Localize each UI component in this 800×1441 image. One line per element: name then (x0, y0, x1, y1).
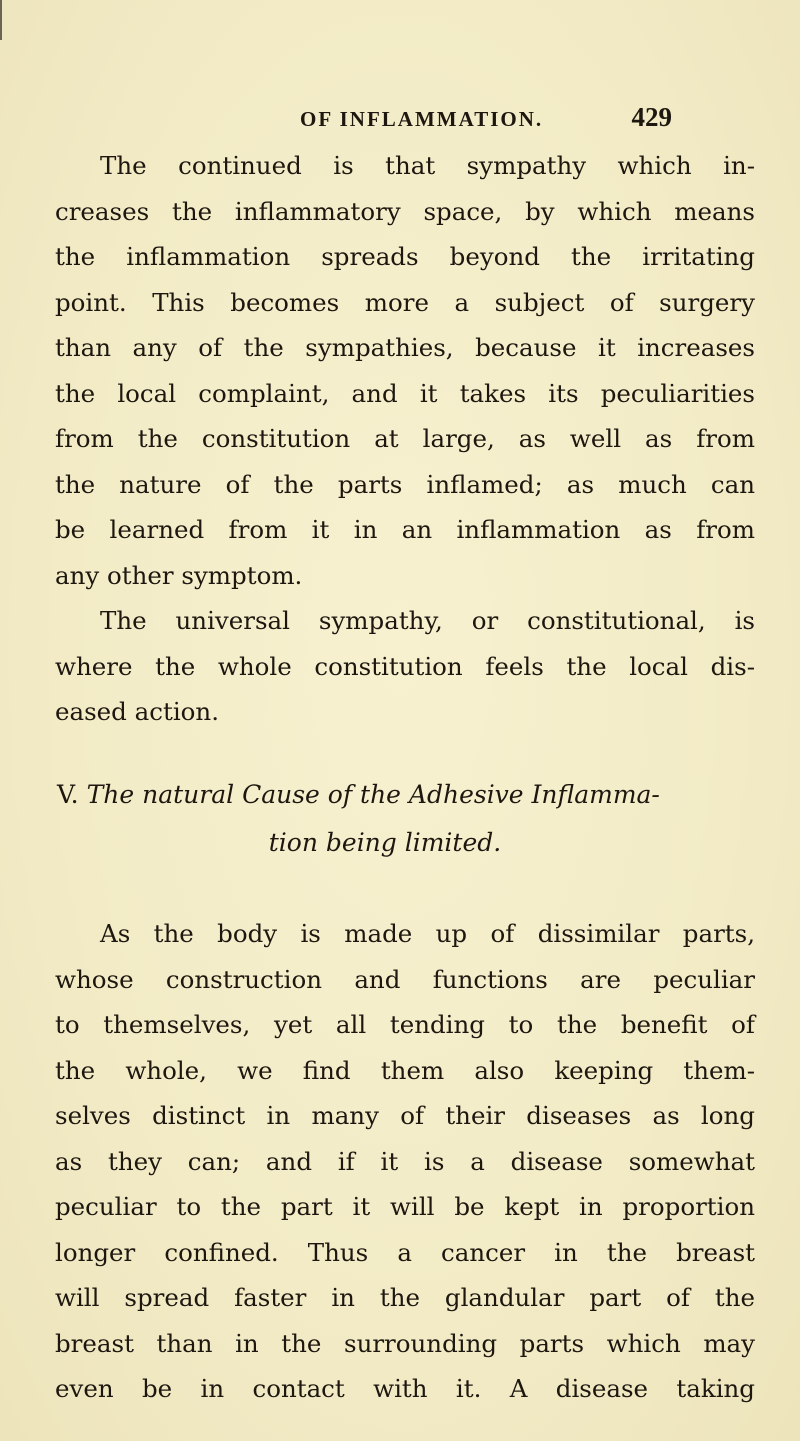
text-line: peculiar to the part it will be kept in proportion (55, 1192, 755, 1221)
text-line: the whole, we find them also keeping them- (55, 1055, 755, 1085)
text-line: longer confined. Thus a cancer in the breast (55, 1237, 755, 1267)
section-heading (55, 771, 755, 867)
text-line: be learned from it in an inflammation as from (55, 515, 755, 544)
text-line: from the constitution at large, as well as from (55, 424, 755, 453)
text-line: to themselves, yet all tending to the benefit of (55, 1010, 755, 1039)
text-line: the nature of the parts inflamed; as much can (55, 469, 755, 499)
page-edge-mark (0, 0, 10, 40)
text-line: than any of the sympathies, because it increases (55, 333, 755, 362)
paragraph-body-dissimilar-parts (55, 911, 755, 1412)
section-heading-line-1 (55, 771, 755, 819)
text-line: eased action. (55, 697, 219, 726)
text-line: breast than in the surrounding parts which may (55, 1328, 755, 1358)
text-line: whose construction and functions are peculiar (55, 964, 755, 994)
section-numeral: V. (57, 780, 79, 809)
text-line: the inflammation spreads beyond the irritating (55, 242, 755, 271)
running-head (300, 102, 672, 136)
text-line: as they can; and if it is a disease somewhat (55, 1146, 755, 1176)
running-title: OF INFLAMMATION. (300, 107, 544, 131)
text-line: The universal sympathy, or constitutional, is (100, 606, 755, 635)
section-title-part-1: The natural Cause of the Adhesive Inflamma- (86, 780, 660, 809)
page-number: 429 (631, 102, 672, 132)
text-line: creases the inflammatory space, by which means (55, 196, 755, 226)
text-line: any other symptom. (55, 560, 303, 590)
text-line: selves distinct in many of their diseases as long (55, 1101, 755, 1130)
section-title-part-2: tion being limited. (268, 828, 502, 857)
text-line: the local complaint, and it takes its peculiarities (55, 378, 755, 408)
text-line: will spread faster in the glandular part of the (55, 1283, 755, 1312)
text-line: The continued is that sympathy which in- (100, 151, 755, 180)
text-line: As the body is made up of dissimilar parts, (100, 919, 755, 948)
paragraph-universal-sympathy (55, 598, 755, 735)
text-line: point. This becomes more a subject of surgery (55, 287, 755, 317)
paragraph-continued-sympathy (55, 143, 755, 598)
text-line: where the whole constitution feels the local dis- (55, 651, 755, 681)
text-line: even be in contact with it. A disease taking (55, 1374, 755, 1403)
